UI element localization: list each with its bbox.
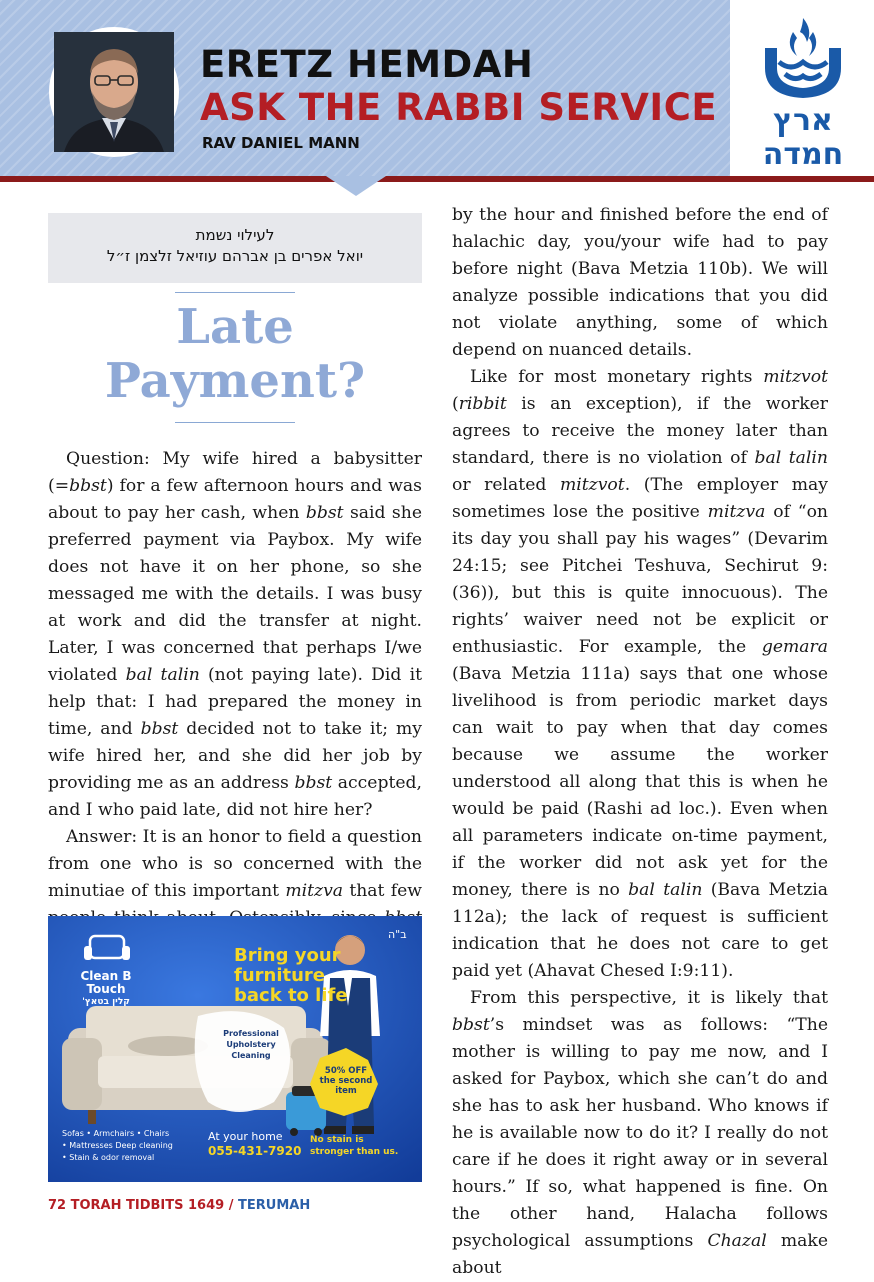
logo-hebrew-2: חמדה: [762, 137, 844, 172]
article-title-line-2: Payment?: [104, 353, 366, 409]
header-title: ERETZ HEMDAH: [200, 43, 534, 86]
page-header: [0, 0, 874, 184]
title-rule-top: [175, 292, 295, 293]
eretz-hemdah-logo: [745, 12, 861, 172]
ad-services: Sofas • Armchairs • Chairs • Mattresses Deep cleaning • Stain & odor removal: [62, 1129, 173, 1162]
logo-hebrew-1: ארץ: [773, 103, 833, 138]
ad-brand: Clean B Touch קלין בטאץ': [80, 969, 132, 1007]
ad-contact: At your home 055-431-7920: [208, 1130, 302, 1158]
article-title: [100, 300, 370, 408]
paragraph: Question: My wife hired a babysitter (=bbst) for a few afternoon hours and was about to pay her cash, when bbst said she preferred payment via Paybox. My wife does not have it on her phone, so she messaged me with the details. I was busy at work and did the transfer at night. Later, I was concerned that perhaps I/we violated bal talin (not paying late). Did it help that: I had prepared the money in time, and bbst decided not to take it; my wife hired her, and she did her job by providing me as an address bbst accepted, and I who paid late, did not hire her?: [48, 449, 422, 820]
ad-subtitle: Professional Upholstery Cleaning: [223, 1029, 279, 1060]
header-subtitle: ASK THE RABBI SERVICE: [200, 86, 718, 129]
footer-page-info: 72 TORAH TIDBITS 1649: [48, 1198, 225, 1213]
article-column-right: [452, 202, 828, 1282]
dedication-line-2: יואל אפרים בן אברהם עוזיאל זלצמן ז״ל: [106, 247, 364, 265]
header-rule: [0, 176, 874, 182]
article-title-line-1: Late: [176, 299, 294, 355]
ad-tagline: No stain is stronger than us.: [310, 1135, 399, 1157]
dedication-box: [48, 213, 422, 283]
paragraph: Like for most monetary rights mitzvot (ribbit is an exception), if the worker agrees to receive the money later than standard, there is no violation of bal talin or related mitzvot. (The employer may sometimes lose the positive mitzva of “on its day you shall pay his wages” (Devarim 24:15; see Pitchei Teshuva, Sechirut 9:(36)), but this is quite innocuous). The rights’ waiver need not be explicit or enthusiastic. For example, the gemara (Bava Metzia 111a) says that one whose livelihood is from periodic market days can wait to pay when that day comes because we assume the worker understood all along that this is when he would be paid (Rashi ad loc.). Even when all parameters indicate on-time payment, if the worker did not ask yet for the money, there is no bal talin (Bava Metzia 112a); the lack of request is sufficient indication that he does not care to get paid yet (Ahavat Chesed I:9:11).: [452, 367, 829, 981]
article-title-block: [100, 292, 370, 424]
article-column-left: [48, 446, 422, 959]
paragraph: From this perspective, it is likely that bbst’s mindset was as follows: “The mother is willing to pay me now, and I asked for Paybox, which she can’t do and she has to ask her husband. Who knows if he is available now to do it? I really do not care if he does it right away or in several hours.” If so, what happened is fine. On the other hand, Halacha follows psychological assumptions Chazal make about: [452, 988, 828, 1278]
flame-icon: [800, 18, 809, 42]
footer-section: TERUMAH: [238, 1198, 311, 1213]
page-footer: 72 TORAH TIDBITS 1649 / TERUMAH: [48, 1198, 311, 1213]
ad-discount-text: 50% OFF the second item: [319, 1066, 373, 1096]
paragraph: Answer: It is an honor to field a question from one who is so concerned with the minutiae of this important mitzva that few: [48, 827, 422, 901]
bs-mark: ב"ה: [388, 928, 407, 941]
title-rule-bottom: [175, 422, 295, 423]
author-photo: [49, 27, 179, 157]
ad-headline: Bring your furniture back to life: [234, 945, 348, 1006]
dedication-line-1: לעילוי נשמת: [195, 226, 275, 244]
paragraph: by the hour and finished before the end of halachic day, you/your wife had to pay before night (Bava Metzia 110b). We will analyze possible indications that you did not violate anything, some of which depend on nuanced details.: [452, 205, 828, 360]
author-name: RAV DANIEL MANN: [202, 134, 360, 152]
header-notch: [326, 176, 386, 196]
advertisement[interactable]: [48, 916, 422, 1182]
ad-phone[interactable]: 055-431-7920: [208, 1144, 302, 1158]
